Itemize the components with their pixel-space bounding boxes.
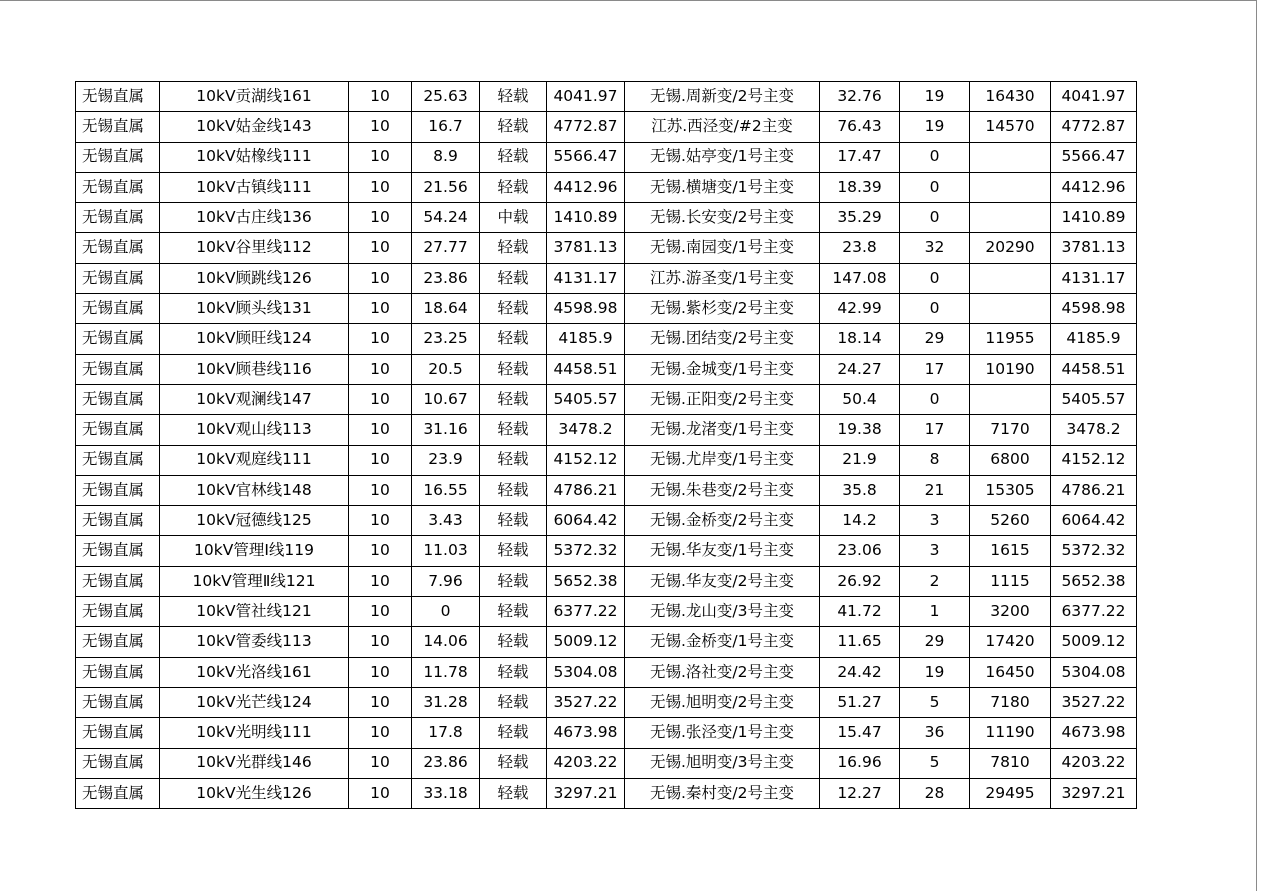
cell-unit: 无锡直属: [76, 415, 160, 445]
cell-voltage: 10: [349, 475, 412, 505]
cell-load-status: 轻载: [480, 445, 547, 475]
cell-load-rate: 11.03: [412, 536, 480, 566]
table-row: [76, 112, 1137, 142]
table-row: [76, 324, 1137, 354]
cell-unit: 无锡直属: [76, 627, 160, 657]
table-row: [76, 172, 1137, 202]
cell-load-rate: 31.28: [412, 687, 480, 717]
cell-remaining-capacity: 5009.12: [1051, 627, 1137, 657]
cell-user-capacity: 11955: [970, 324, 1051, 354]
cell-load-rate: 23.25: [412, 324, 480, 354]
cell-load-status: 轻载: [480, 536, 547, 566]
cell-user-capacity: [970, 203, 1051, 233]
cell-load-rate: 25.63: [412, 82, 480, 112]
cell-user-count: 5: [900, 748, 970, 778]
cell-line-name: 10kV古镇线111: [160, 172, 349, 202]
cell-remaining-capacity: 5566.47: [1051, 142, 1137, 172]
cell-remaining-capacity: 6377.22: [1051, 597, 1137, 627]
cell-voltage: 10: [349, 82, 412, 112]
cell-user-count: 1: [900, 597, 970, 627]
cell-line-name: 10kV观庭线111: [160, 445, 349, 475]
cell-load-rate: 27.77: [412, 233, 480, 263]
cell-available-capacity: 6377.22: [547, 597, 625, 627]
cell-remaining-capacity: 1410.89: [1051, 203, 1137, 233]
cell-transformer: 无锡.华友变/1号主变: [625, 536, 820, 566]
cell-user-capacity: 11190: [970, 718, 1051, 748]
table-row: [76, 657, 1137, 687]
cell-unit: 无锡直属: [76, 354, 160, 384]
cell-user-capacity: 16450: [970, 657, 1051, 687]
cell-user-capacity: 15305: [970, 475, 1051, 505]
cell-transformer-load-rate: 24.27: [820, 354, 900, 384]
cell-load-status: 轻载: [480, 82, 547, 112]
cell-available-capacity: 3781.13: [547, 233, 625, 263]
cell-unit: 无锡直属: [76, 324, 160, 354]
cell-available-capacity: 4786.21: [547, 475, 625, 505]
cell-user-count: 3: [900, 506, 970, 536]
cell-user-capacity: 3200: [970, 597, 1051, 627]
cell-transformer-load-rate: 18.14: [820, 324, 900, 354]
cell-voltage: 10: [349, 506, 412, 536]
cell-voltage: 10: [349, 718, 412, 748]
cell-user-capacity: 14570: [970, 112, 1051, 142]
cell-transformer: 无锡.朱巷变/2号主变: [625, 475, 820, 505]
cell-unit: 无锡直属: [76, 475, 160, 505]
cell-transformer: 无锡.洛社变/2号主变: [625, 657, 820, 687]
cell-voltage: 10: [349, 597, 412, 627]
cell-load-rate: 23.86: [412, 748, 480, 778]
cell-transformer-load-rate: 15.47: [820, 718, 900, 748]
cell-available-capacity: 5304.08: [547, 657, 625, 687]
cell-voltage: 10: [349, 566, 412, 596]
cell-remaining-capacity: 3527.22: [1051, 687, 1137, 717]
cell-line-name: 10kV管理Ⅱ线121: [160, 566, 349, 596]
cell-transformer: 无锡.龙渚变/1号主变: [625, 415, 820, 445]
cell-voltage: 10: [349, 627, 412, 657]
cell-transformer-load-rate: 41.72: [820, 597, 900, 627]
table-row: [76, 627, 1137, 657]
cell-available-capacity: 4412.96: [547, 172, 625, 202]
cell-available-capacity: 4041.97: [547, 82, 625, 112]
table-row: [76, 82, 1137, 112]
cell-load-rate: 8.9: [412, 142, 480, 172]
cell-unit: 无锡直属: [76, 687, 160, 717]
cell-transformer-load-rate: 50.4: [820, 384, 900, 414]
cell-user-count: 0: [900, 142, 970, 172]
cell-transformer: 无锡.秦村变/2号主变: [625, 778, 820, 808]
cell-load-status: 轻载: [480, 384, 547, 414]
cell-remaining-capacity: 4412.96: [1051, 172, 1137, 202]
cell-user-capacity: 7180: [970, 687, 1051, 717]
cell-user-count: 3: [900, 536, 970, 566]
cell-transformer: 无锡.姑亭变/1号主变: [625, 142, 820, 172]
table-row: [76, 748, 1137, 778]
cell-user-capacity: 17420: [970, 627, 1051, 657]
cell-unit: 无锡直属: [76, 112, 160, 142]
cell-user-capacity: 5260: [970, 506, 1051, 536]
cell-user-count: 2: [900, 566, 970, 596]
cell-transformer-load-rate: 16.96: [820, 748, 900, 778]
cell-available-capacity: 4598.98: [547, 294, 625, 324]
cell-user-count: 32: [900, 233, 970, 263]
cell-load-rate: 16.7: [412, 112, 480, 142]
cell-load-status: 轻载: [480, 475, 547, 505]
cell-load-rate: 23.9: [412, 445, 480, 475]
cell-voltage: 10: [349, 657, 412, 687]
cell-transformer: 无锡.南园变/1号主变: [625, 233, 820, 263]
cell-line-name: 10kV管社线121: [160, 597, 349, 627]
cell-available-capacity: 5405.57: [547, 384, 625, 414]
cell-load-status: 轻载: [480, 324, 547, 354]
cell-transformer: 无锡.旭明变/3号主变: [625, 748, 820, 778]
cell-available-capacity: 5566.47: [547, 142, 625, 172]
cell-line-name: 10kV光洛线161: [160, 657, 349, 687]
cell-line-name: 10kV顾巷线116: [160, 354, 349, 384]
cell-remaining-capacity: 4131.17: [1051, 263, 1137, 293]
cell-available-capacity: 5372.32: [547, 536, 625, 566]
cell-remaining-capacity: 4772.87: [1051, 112, 1137, 142]
cell-user-capacity: [970, 172, 1051, 202]
cell-user-count: 0: [900, 294, 970, 324]
cell-user-count: 17: [900, 354, 970, 384]
cell-user-capacity: [970, 263, 1051, 293]
table-row: [76, 536, 1137, 566]
cell-unit: 无锡直属: [76, 657, 160, 687]
cell-transformer: 无锡.金桥变/2号主变: [625, 506, 820, 536]
cell-available-capacity: 6064.42: [547, 506, 625, 536]
cell-load-rate: 31.16: [412, 415, 480, 445]
cell-voltage: 10: [349, 142, 412, 172]
cell-unit: 无锡直属: [76, 203, 160, 233]
cell-load-rate: 33.18: [412, 778, 480, 808]
cell-user-count: 21: [900, 475, 970, 505]
cell-user-count: 17: [900, 415, 970, 445]
cell-load-status: 轻载: [480, 506, 547, 536]
cell-load-status: 轻载: [480, 354, 547, 384]
table-row: [76, 718, 1137, 748]
cell-voltage: 10: [349, 324, 412, 354]
cell-unit: 无锡直属: [76, 142, 160, 172]
cell-line-name: 10kV管理Ⅰ线119: [160, 536, 349, 566]
cell-load-status: 轻载: [480, 566, 547, 596]
table-row: [76, 687, 1137, 717]
cell-available-capacity: 4185.9: [547, 324, 625, 354]
cell-user-capacity: 16430: [970, 82, 1051, 112]
table-row: [76, 263, 1137, 293]
table-row: [76, 384, 1137, 414]
cell-unit: 无锡直属: [76, 597, 160, 627]
cell-load-status: 轻载: [480, 415, 547, 445]
cell-voltage: 10: [349, 233, 412, 263]
cell-transformer: 无锡.金城变/1号主变: [625, 354, 820, 384]
cell-unit: 无锡直属: [76, 718, 160, 748]
cell-voltage: 10: [349, 112, 412, 142]
cell-load-status: 轻载: [480, 748, 547, 778]
table-row: [76, 415, 1137, 445]
cell-user-count: 5: [900, 687, 970, 717]
cell-user-count: 29: [900, 627, 970, 657]
cell-transformer-load-rate: 11.65: [820, 627, 900, 657]
cell-transformer: 无锡.龙山变/3号主变: [625, 597, 820, 627]
table-row: [76, 597, 1137, 627]
cell-unit: 无锡直属: [76, 263, 160, 293]
cell-voltage: 10: [349, 748, 412, 778]
cell-available-capacity: 4772.87: [547, 112, 625, 142]
cell-transformer: 江苏.游圣变/1号主变: [625, 263, 820, 293]
cell-voltage: 10: [349, 687, 412, 717]
cell-user-capacity: 6800: [970, 445, 1051, 475]
cell-remaining-capacity: 3478.2: [1051, 415, 1137, 445]
cell-line-name: 10kV官林线148: [160, 475, 349, 505]
cell-available-capacity: 4458.51: [547, 354, 625, 384]
cell-user-capacity: 1115: [970, 566, 1051, 596]
cell-transformer-load-rate: 51.27: [820, 687, 900, 717]
table-row: [76, 203, 1137, 233]
cell-remaining-capacity: 4185.9: [1051, 324, 1137, 354]
cell-load-status: 中载: [480, 203, 547, 233]
cell-voltage: 10: [349, 263, 412, 293]
cell-transformer-load-rate: 23.8: [820, 233, 900, 263]
cell-user-count: 29: [900, 324, 970, 354]
cell-transformer: 无锡.旭明变/2号主变: [625, 687, 820, 717]
cell-load-rate: 7.96: [412, 566, 480, 596]
cell-load-rate: 14.06: [412, 627, 480, 657]
cell-load-rate: 20.5: [412, 354, 480, 384]
cell-transformer: 无锡.周新变/2号主变: [625, 82, 820, 112]
cell-voltage: 10: [349, 536, 412, 566]
cell-user-capacity: 10190: [970, 354, 1051, 384]
cell-user-count: 19: [900, 112, 970, 142]
cell-available-capacity: 1410.89: [547, 203, 625, 233]
cell-user-capacity: [970, 294, 1051, 324]
cell-voltage: 10: [349, 172, 412, 202]
cell-transformer-load-rate: 21.9: [820, 445, 900, 475]
cell-line-name: 10kV冠德线125: [160, 506, 349, 536]
cell-load-rate: 18.64: [412, 294, 480, 324]
cell-unit: 无锡直属: [76, 294, 160, 324]
table-row: [76, 445, 1137, 475]
cell-voltage: 10: [349, 354, 412, 384]
cell-user-count: 0: [900, 203, 970, 233]
cell-remaining-capacity: 5405.57: [1051, 384, 1137, 414]
cell-unit: 无锡直属: [76, 506, 160, 536]
cell-load-rate: 54.24: [412, 203, 480, 233]
cell-load-rate: 16.55: [412, 475, 480, 505]
cell-unit: 无锡直属: [76, 445, 160, 475]
cell-line-name: 10kV观山线113: [160, 415, 349, 445]
cell-remaining-capacity: 6064.42: [1051, 506, 1137, 536]
cell-available-capacity: 4131.17: [547, 263, 625, 293]
cell-transformer-load-rate: 23.06: [820, 536, 900, 566]
cell-voltage: 10: [349, 203, 412, 233]
cell-transformer-load-rate: 147.08: [820, 263, 900, 293]
cell-transformer-load-rate: 32.76: [820, 82, 900, 112]
cell-remaining-capacity: 4673.98: [1051, 718, 1137, 748]
cell-user-count: 0: [900, 172, 970, 202]
table-row: [76, 566, 1137, 596]
cell-line-name: 10kV贡湖线161: [160, 82, 349, 112]
cell-load-rate: 3.43: [412, 506, 480, 536]
table-row: [76, 778, 1137, 808]
cell-transformer-load-rate: 35.29: [820, 203, 900, 233]
cell-unit: 无锡直属: [76, 748, 160, 778]
cell-available-capacity: 5652.38: [547, 566, 625, 596]
table-row: [76, 475, 1137, 505]
cell-load-status: 轻载: [480, 778, 547, 808]
cell-remaining-capacity: 4041.97: [1051, 82, 1137, 112]
cell-line-name: 10kV谷里线112: [160, 233, 349, 263]
cell-line-name: 10kV管委线113: [160, 627, 349, 657]
cell-voltage: 10: [349, 778, 412, 808]
cell-transformer-load-rate: 26.92: [820, 566, 900, 596]
cell-unit: 无锡直属: [76, 233, 160, 263]
cell-transformer-load-rate: 76.43: [820, 112, 900, 142]
cell-voltage: 10: [349, 445, 412, 475]
cell-load-status: 轻载: [480, 172, 547, 202]
cell-voltage: 10: [349, 294, 412, 324]
cell-transformer: 无锡.团结变/2号主变: [625, 324, 820, 354]
cell-remaining-capacity: 4203.22: [1051, 748, 1137, 778]
cell-transformer: 无锡.尤岸变/1号主变: [625, 445, 820, 475]
cell-load-status: 轻载: [480, 294, 547, 324]
cell-line-name: 10kV顾旺线124: [160, 324, 349, 354]
table-row: [76, 506, 1137, 536]
cell-available-capacity: 4673.98: [547, 718, 625, 748]
cell-line-name: 10kV顾头线131: [160, 294, 349, 324]
cell-user-capacity: 7170: [970, 415, 1051, 445]
cell-remaining-capacity: 4458.51: [1051, 354, 1137, 384]
cell-remaining-capacity: 4152.12: [1051, 445, 1137, 475]
cell-remaining-capacity: 5652.38: [1051, 566, 1137, 596]
cell-user-count: 0: [900, 263, 970, 293]
cell-line-name: 10kV古庄线136: [160, 203, 349, 233]
cell-transformer: 无锡.横塘变/1号主变: [625, 172, 820, 202]
cell-unit: 无锡直属: [76, 566, 160, 596]
cell-load-status: 轻载: [480, 112, 547, 142]
cell-load-status: 轻载: [480, 233, 547, 263]
cell-line-name: 10kV观澜线147: [160, 384, 349, 414]
table-row: [76, 142, 1137, 172]
cell-voltage: 10: [349, 384, 412, 414]
cell-load-status: 轻载: [480, 687, 547, 717]
cell-available-capacity: 3297.21: [547, 778, 625, 808]
cell-load-status: 轻载: [480, 263, 547, 293]
cell-user-capacity: 20290: [970, 233, 1051, 263]
cell-unit: 无锡直属: [76, 384, 160, 414]
cell-load-rate: 11.78: [412, 657, 480, 687]
cell-user-capacity: [970, 142, 1051, 172]
cell-remaining-capacity: 4598.98: [1051, 294, 1137, 324]
cell-transformer: 无锡.紫杉变/2号主变: [625, 294, 820, 324]
cell-transformer-load-rate: 14.2: [820, 506, 900, 536]
cell-line-name: 10kV光生线126: [160, 778, 349, 808]
cell-load-status: 轻载: [480, 597, 547, 627]
cell-load-rate: 10.67: [412, 384, 480, 414]
cell-load-status: 轻载: [480, 627, 547, 657]
cell-transformer-load-rate: 17.47: [820, 142, 900, 172]
cell-transformer-load-rate: 18.39: [820, 172, 900, 202]
cell-load-rate: 0: [412, 597, 480, 627]
cell-load-rate: 21.56: [412, 172, 480, 202]
cell-user-capacity: 7810: [970, 748, 1051, 778]
table-row: [76, 294, 1137, 324]
cell-unit: 无锡直属: [76, 82, 160, 112]
table-row: [76, 354, 1137, 384]
cell-load-status: 轻载: [480, 142, 547, 172]
cell-remaining-capacity: 3781.13: [1051, 233, 1137, 263]
cell-line-name: 10kV光群线146: [160, 748, 349, 778]
cell-user-count: 0: [900, 384, 970, 414]
cell-transformer-load-rate: 12.27: [820, 778, 900, 808]
cell-load-rate: 17.8: [412, 718, 480, 748]
feeder-load-table: [75, 81, 1137, 809]
cell-transformer: 江苏.西泾变/#2主变: [625, 112, 820, 142]
cell-voltage: 10: [349, 415, 412, 445]
cell-transformer-load-rate: 19.38: [820, 415, 900, 445]
cell-available-capacity: 4203.22: [547, 748, 625, 778]
cell-user-count: 19: [900, 82, 970, 112]
cell-transformer-load-rate: 35.8: [820, 475, 900, 505]
cell-line-name: 10kV顾跳线126: [160, 263, 349, 293]
cell-transformer: 无锡.长安变/2号主变: [625, 203, 820, 233]
cell-transformer-load-rate: 42.99: [820, 294, 900, 324]
cell-user-count: 36: [900, 718, 970, 748]
cell-remaining-capacity: 3297.21: [1051, 778, 1137, 808]
cell-load-rate: 23.86: [412, 263, 480, 293]
cell-user-count: 19: [900, 657, 970, 687]
cell-available-capacity: 4152.12: [547, 445, 625, 475]
cell-unit: 无锡直属: [76, 778, 160, 808]
cell-user-capacity: 1615: [970, 536, 1051, 566]
cell-user-capacity: [970, 384, 1051, 414]
cell-remaining-capacity: 5304.08: [1051, 657, 1137, 687]
cell-remaining-capacity: 4786.21: [1051, 475, 1137, 505]
cell-available-capacity: 5009.12: [547, 627, 625, 657]
cell-transformer: 无锡.金桥变/1号主变: [625, 627, 820, 657]
cell-line-name: 10kV姑金线143: [160, 112, 349, 142]
cell-user-count: 28: [900, 778, 970, 808]
cell-line-name: 10kV姑橡线111: [160, 142, 349, 172]
cell-unit: 无锡直属: [76, 536, 160, 566]
cell-transformer: 无锡.张泾变/1号主变: [625, 718, 820, 748]
table-row: [76, 233, 1137, 263]
cell-unit: 无锡直属: [76, 172, 160, 202]
cell-load-status: 轻载: [480, 657, 547, 687]
cell-transformer: 无锡.华友变/2号主变: [625, 566, 820, 596]
cell-line-name: 10kV光芒线124: [160, 687, 349, 717]
cell-line-name: 10kV光明线111: [160, 718, 349, 748]
table-body: [76, 82, 1137, 809]
cell-transformer-load-rate: 24.42: [820, 657, 900, 687]
cell-remaining-capacity: 5372.32: [1051, 536, 1137, 566]
cell-load-status: 轻载: [480, 718, 547, 748]
cell-transformer: 无锡.正阳变/2号主变: [625, 384, 820, 414]
cell-available-capacity: 3478.2: [547, 415, 625, 445]
cell-user-count: 8: [900, 445, 970, 475]
cell-user-capacity: 29495: [970, 778, 1051, 808]
cell-available-capacity: 3527.22: [547, 687, 625, 717]
